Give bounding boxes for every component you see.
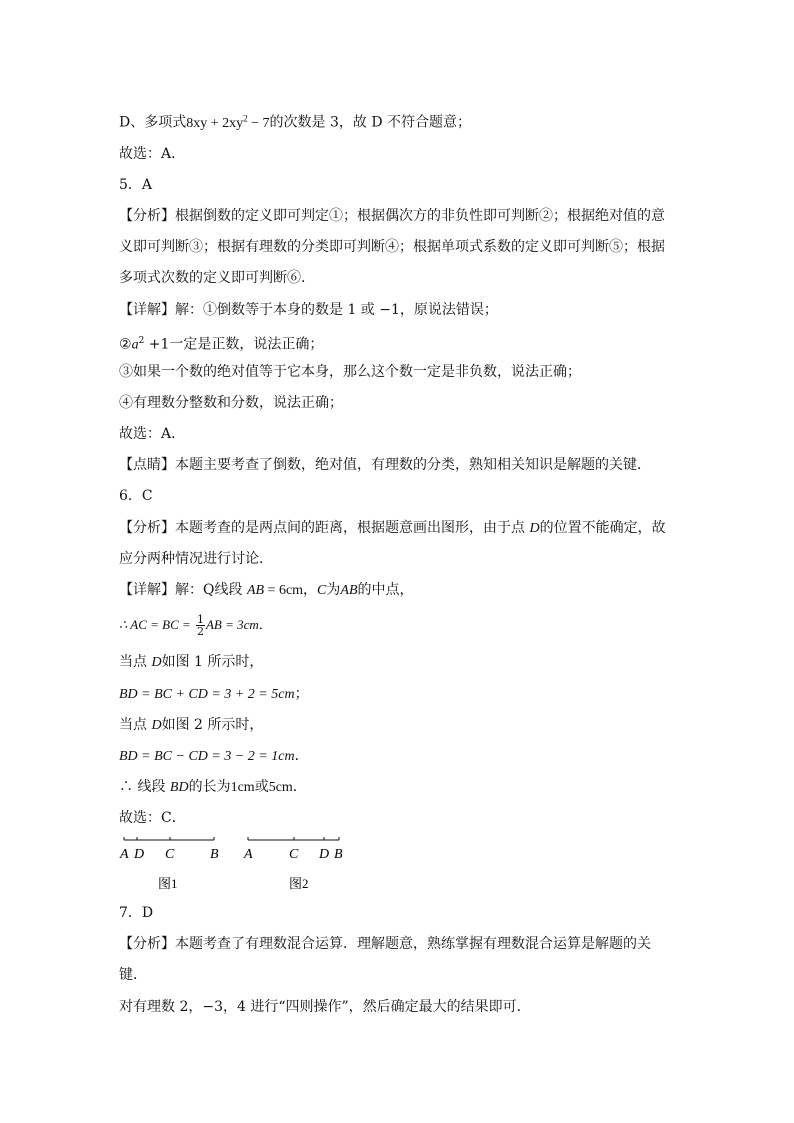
q6-detail-line-2: ∴ AC = BC = $\frac{1}{2}$ AB = 3cm． [119, 613, 272, 638]
figure-caption: 图2 [289, 876, 309, 891]
point-label: C [289, 847, 299, 862]
q6-analysis-line-1: 【分析】本题考查的是两点间的距离，根据题意画出图形，由于点 D的位置不能确定，故 [119, 520, 666, 536]
q6-case-2-heading: 当点 D如图 2 所示时， [119, 717, 264, 733]
q5-detail-line-2: $②a^2 +1$一定是正数，说法正确； [119, 336, 324, 353]
point-label: A [120, 847, 129, 862]
q5-analysis-line-1: 【分析】根据倒数的定义即可判定①；根据偶次方的非负性即可判断②；根据绝对值的意 [119, 208, 665, 224]
point-label: A [244, 847, 253, 862]
point-label: D [319, 847, 330, 862]
q7-analysis-line-2: 键． [119, 967, 147, 983]
q5-analysis-line-3: 多项式次数的定义即可判断⑥． [119, 270, 315, 286]
q5-analysis-line-2: 义即可判断③；根据有理数的分类即可判断④；根据单项式系数的定义即可判断⑤；根据 [119, 239, 665, 255]
q5-detail-line-1: 【详解】解：①倒数等于本身的数是 1 或 −1，原说法错误； [119, 302, 498, 318]
q6-case-1-calc: BD = BC + CD = 3 + 2 = 5cm； [119, 686, 309, 702]
figure-2 [243, 837, 343, 891]
q6-analysis-line-2: 应分两种情况进行讨论． [119, 551, 273, 567]
q5-detail-line-3: ③如果一个数的绝对值等于它本身，那么这个数一定是非负数，说法正确； [119, 364, 581, 380]
point-label: C [165, 847, 175, 862]
fraction-one-half: $\frac{1}{2}$ [196, 613, 204, 638]
question-7-heading: 7．D [119, 905, 154, 921]
figure-caption: 图1 [158, 876, 178, 891]
q6-case-2-calc: BD = BC − CD = 3 − 2 = 1cm． [119, 748, 309, 764]
question-5-heading: 5．A [119, 177, 153, 193]
q6-case-1-heading: 当点 D如图 1 所示时， [119, 654, 264, 670]
point-label: B [210, 847, 219, 862]
text: D、多项式 [119, 114, 187, 131]
point-label: D [134, 847, 145, 862]
answer-choice-line: 故选：A． [119, 146, 186, 162]
answer-choice-line: 故选：C． [119, 810, 186, 826]
question-6-heading: 6．C [119, 488, 153, 504]
option-d-line [119, 108, 471, 134]
q6-detail-line-1: 【详解】解：Q线段 AB = 6cm，C为AB的中点， [119, 582, 414, 598]
q5-comment: 【点睛】本题主要考查了倒数，绝对值，有理数的分类，熟知相关知识是解题的关键． [119, 457, 651, 473]
q5-detail-line-4: ④有理数分整数和分数，说法正确； [119, 395, 343, 411]
segment-figures [115, 832, 355, 898]
figure-1 [119, 837, 219, 891]
answer-choice-line: 故选：A． [119, 426, 186, 442]
point-label: B [334, 847, 343, 862]
text: 的次数是 3，故 D 不符合题意； [269, 114, 472, 131]
q7-analysis-line-1: 【分析】本题考查了有理数混合运算．理解题意，熟练掌握有理数混合运算是解题的关 [119, 936, 651, 952]
q6-conclusion: ∴ 线段 BD的长为1cm或5cm． [119, 779, 307, 795]
q7-text: 对有理数 2，−3，4 进行“四则操作”，然后确定最大的结果即可． [119, 999, 531, 1015]
polynomial-expression: $8xy + 2xy^2 - 7$ [186, 113, 270, 131]
